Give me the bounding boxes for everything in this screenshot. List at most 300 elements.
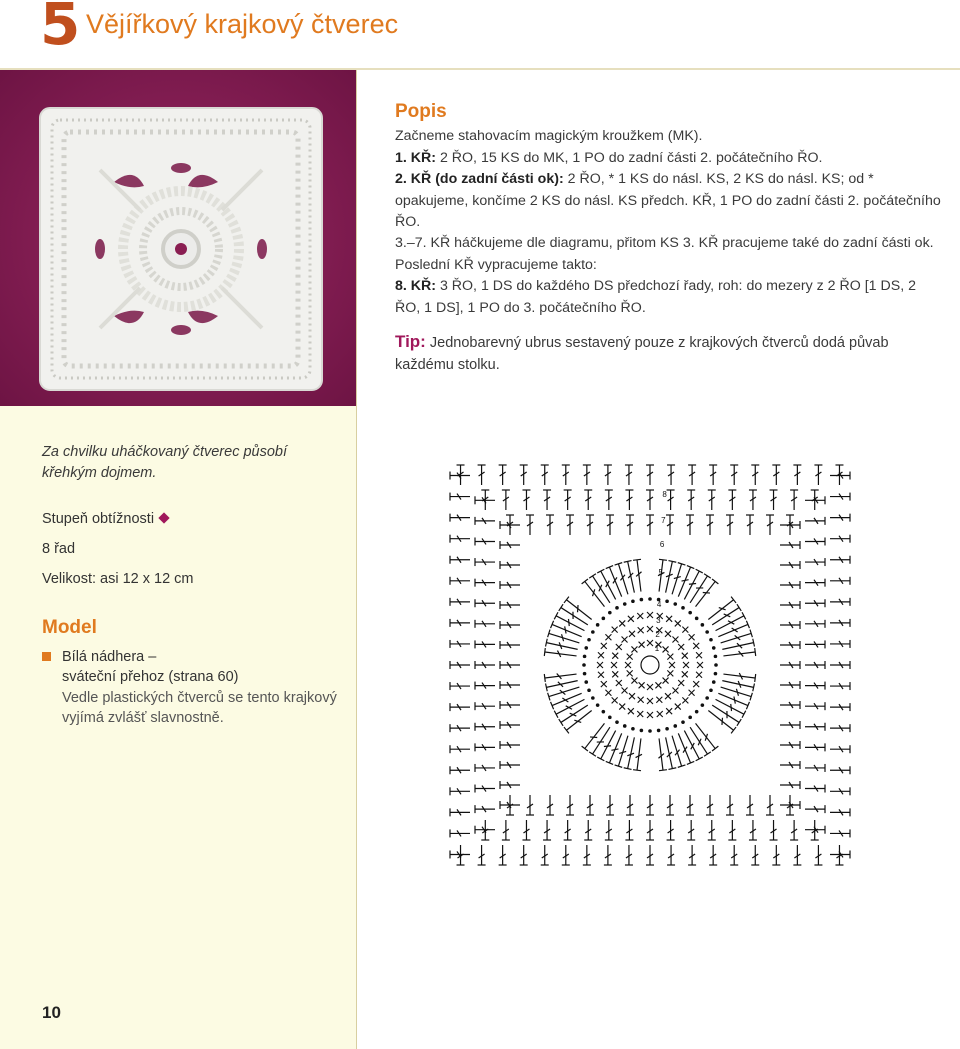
chapter-title: Vějířkový krajkový čtverec [86,9,399,39]
chain-dot [709,638,713,642]
edge-double-crochet-bottom [646,845,654,865]
project-info [42,509,342,599]
edge-double-crochet-bottom [706,795,714,815]
chain-dot [709,688,713,692]
edge-double-crochet-bottom [687,820,695,840]
edge-double-crochet-left [500,541,520,549]
chain-dot [665,599,669,603]
edge-double-crochet-right [805,579,825,587]
edge-double-crochet-top [686,515,694,535]
edge-double-crochet-bottom [708,820,716,840]
edge-double-crochet-left [500,661,520,669]
chain-dot [673,602,677,606]
edge-double-crochet-bottom [502,820,510,840]
fan-double-crochet [658,738,666,770]
fan-double-crochet [554,612,584,630]
edge-double-crochet-bottom [604,845,612,865]
edge-double-crochet-right [780,781,800,789]
edge-double-crochet-left [475,682,495,690]
chain-dot [705,630,709,634]
edge-double-crochet-bottom [625,845,633,865]
edge-double-crochet-right [805,785,825,793]
fan-double-crochet [678,733,694,764]
edge-double-crochet-right [780,681,800,689]
edge-double-crochet-bottom [709,845,717,865]
chain-dot [712,646,716,650]
chain-dot [608,611,612,615]
edge-double-crochet-left [500,561,520,569]
edge-double-crochet-left [475,723,495,731]
fan-double-crochet [597,731,615,761]
fan-double-crochet [606,733,622,764]
edge-double-crochet-top [562,465,570,485]
chain-dot [602,617,606,621]
edge-double-crochet-right [780,601,800,609]
photo-caption: Za chvilku uháčkovaný čtverec působí křehkým dojmem. [42,444,288,481]
edge-double-crochet-left [475,743,495,751]
round-8-label: 8. KŘ: [395,278,436,295]
rows-count: 8 řad [42,541,76,557]
edge-double-crochet-top [605,490,613,510]
edge-double-crochet-right [805,517,825,525]
fan-double-crochet [544,673,576,681]
edge-double-crochet-bottom [605,820,613,840]
edge-double-crochet-bottom [478,845,486,865]
chain-dot [623,602,627,606]
chain-dot [701,623,705,627]
edge-double-crochet-bottom [766,795,774,815]
chain-dot [657,729,661,733]
difficulty-diamond-icon [158,512,169,523]
edge-double-crochet-bottom [666,795,674,815]
edge-double-crochet-top [586,515,594,535]
edge-double-crochet-top [772,465,780,485]
rounds-3-7-instructions: 3.–7. KŘ háčkujeme dle diagramu, přitom KS 3. KŘ pracujeme také do zadní části ok. Poslední KŘ vypracujeme takto: [395,235,934,273]
fan-double-crochet [564,711,592,734]
edge-double-crochet-top [667,490,675,510]
chain-dot [631,599,635,603]
edge-double-crochet-top [646,515,654,535]
edge-double-crochet-right [830,808,850,816]
edge-double-crochet-left [500,761,520,769]
edge-double-crochet-top [520,465,528,485]
round-number-label: 7 [661,516,666,526]
fan-double-crochet [712,604,741,625]
fan-double-crochet [606,566,622,597]
edge-double-crochet-top [522,490,530,510]
edge-double-crochet-bottom [522,820,530,840]
edge-double-crochet-left [500,641,520,649]
model-title-line-1: Bílá nádhera – [62,648,157,665]
fan-double-crochet [696,579,719,607]
edge-double-crochet-right [805,764,825,772]
edge-double-crochet-right [830,703,850,711]
edge-double-crochet-bottom [583,845,591,865]
round-number-label: 1 [654,644,660,654]
edge-double-crochet-bottom [667,845,675,865]
edge-double-crochet-right [805,661,825,669]
fan-double-crochet [589,727,610,756]
round-number-label: 2 [655,630,660,640]
edge-double-crochet-bottom [790,820,798,840]
chain-dot [665,727,669,731]
tip-text: Jednobarevný ubrus sestavený pouze z krajkových čtverců dodá půvab každému stolku. [395,335,889,373]
chain-dot [695,710,699,714]
edge-double-crochet-bottom [686,795,694,815]
edge-double-crochet-top [478,465,486,485]
edge-double-crochet-top [726,515,734,535]
edge-double-crochet-top [626,515,634,535]
edge-double-crochet-right [830,598,850,606]
chain-dot [648,729,652,733]
edge-double-crochet-bottom [728,820,736,840]
fan-double-crochet [708,711,736,734]
round-8-text: 3 ŘO, 1 DS do každého DS předchozí řady, roh: do mezery z 2 ŘO [1 DS, 2 ŘO, 1 DS], 1 PO do 3. počátečního ŘO. [395,278,916,316]
round-2-instructions [395,169,945,233]
fan-double-crochet [597,569,615,599]
chain-dot [640,598,644,602]
fan-double-crochet [712,705,741,726]
page-header [0,0,960,70]
chain-dot [695,617,699,621]
edge-double-crochet-bottom [793,845,801,865]
round-number-label: 4 [656,600,662,610]
edge-double-crochet-left [450,682,470,690]
edge-double-crochet-left [500,701,520,709]
model-section [42,618,342,729]
edge-double-crochet-top [543,490,551,510]
chain-dot [714,663,718,667]
edge-double-crochet-right [805,682,825,690]
edge-double-crochet-right [830,577,850,585]
edge-double-crochet-left [475,558,495,566]
edge-double-crochet-left [450,724,470,732]
edge-double-crochet-left [500,741,520,749]
edge-double-crochet-right [780,641,800,649]
fan-double-crochet [633,559,641,591]
fan-double-crochet [684,731,702,761]
chain-dot [587,688,591,692]
edge-double-crochet-left [450,598,470,606]
edge-double-crochet-left [500,621,520,629]
edge-double-crochet-bottom [814,845,822,865]
edge-double-crochet-left [475,599,495,607]
edge-double-crochet-left [450,619,470,627]
edge-double-crochet-left [450,535,470,543]
model-note: Vedle plastických čtverců se tento krajkový vyjímá zvlášť slavnostně. [62,689,337,726]
edge-double-crochet-top [814,465,822,485]
round-1-label: 1. KŘ: [395,149,436,166]
edge-double-crochet-top [625,465,633,485]
chain-dot [688,611,692,615]
description-section [395,101,945,319]
fan-double-crochet [559,705,588,726]
edge-double-crochet-left [475,620,495,628]
edge-double-crochet-left [475,579,495,587]
edge-double-crochet-left [450,766,470,774]
edge-double-crochet-top [687,490,695,510]
column-divider [356,70,357,1049]
edge-double-crochet-left [450,577,470,585]
edge-double-crochet-left [500,781,520,789]
edge-double-crochet-left [475,805,495,813]
edge-double-crochet-left [500,601,520,609]
edge-double-crochet-top [728,490,736,510]
chain-dot [582,663,586,667]
fan-double-crochet [554,699,584,717]
edge-double-crochet-left [475,764,495,772]
edge-double-crochet-left [475,785,495,793]
edge-double-crochet-right [780,701,800,709]
fan-double-crochet [690,574,711,603]
edge-double-crochet-right [780,741,800,749]
difficulty-label: Stupeň obtížnosti [42,511,155,527]
model-title-line-2: sváteční přehoz (strana 60) [62,669,239,685]
fan-double-crochet [721,687,753,700]
edge-double-crochet-right [780,761,800,769]
chain-dot [602,710,606,714]
edge-double-crochet-bottom [646,795,654,815]
edge-double-crochet-right [780,721,800,729]
edge-double-crochet-bottom [749,820,757,840]
chain-dot [583,672,587,676]
difficulty-row [42,509,342,539]
chain-dot [681,720,685,724]
edge-double-crochet-right [805,702,825,710]
size-info: Velikost: asi 12 x 12 cm [42,571,194,587]
round-2-text: 2 ŘO, * 1 KS do násl. KS, 2 KS do násl. KS; od * opakujeme, končíme 2 KS do násl. KS předch. KŘ, 1 PO do zadní části 2. počátečního ŘO. [395,171,941,231]
edge-double-crochet-top [546,515,554,535]
edge-double-crochet-bottom [751,845,759,865]
chain-dot [587,638,591,642]
fan-double-crochet [582,579,605,607]
fan-double-crochet [716,612,746,630]
edge-double-crochet-top [564,490,572,510]
edge-double-crochet-right [805,743,825,751]
chain-dot [714,672,718,676]
edge-double-crochet-right [830,724,850,732]
edge-double-crochet-bottom [746,795,754,815]
edge-double-crochet-top [606,515,614,535]
edge-double-crochet-top [749,490,757,510]
edge-double-crochet-top [751,465,759,485]
edge-double-crochet-right [805,723,825,731]
chain-dot [688,716,692,720]
fan-double-crochet [723,673,755,682]
edge-double-crochet-right [780,541,800,549]
edge-double-crochet-bottom [564,820,572,840]
description-intro: Začneme stahovacím magickým kroužkem (MK). [395,128,703,145]
edge-double-crochet-bottom [584,820,592,840]
round-number-label: 8 [662,490,667,500]
fan-double-crochet [718,621,749,637]
edge-double-crochet-bottom [730,845,738,865]
edge-double-crochet-bottom [546,795,554,815]
edge-double-crochet-bottom [625,820,633,840]
edge-double-crochet-bottom [646,820,654,840]
edge-double-crochet-right [805,640,825,648]
edge-double-crochet-top [526,515,534,535]
edge-double-crochet-left [450,493,470,501]
edge-double-crochet-top [604,465,612,485]
edge-double-crochet-left [450,556,470,564]
round-number-label: 6 [659,540,665,550]
edge-double-crochet-top [646,490,654,510]
edge-double-crochet-left [475,640,495,648]
edge-double-crochet-bottom [526,795,534,815]
chain-dot [583,655,587,659]
fan-double-crochet [723,648,755,656]
edge-double-crochet-bottom [520,845,528,865]
edge-double-crochet-bottom [770,820,778,840]
edge-double-crochet-right [830,766,850,774]
edge-double-crochet-top [708,490,716,510]
edge-double-crochet-bottom [541,845,549,865]
edge-double-crochet-right [830,556,850,564]
edge-double-crochet-top [793,465,801,485]
round-1-instructions [395,148,945,169]
chain-dot [648,597,652,601]
fan-double-crochet [582,723,605,751]
edge-double-crochet-right [805,537,825,545]
fan-double-crochet [589,574,610,603]
fan-double-crochet [672,563,685,595]
crochet-diagram [405,450,960,1045]
chain-dot [712,680,716,684]
chain-dot [714,655,718,659]
edge-double-crochet-left [450,829,470,837]
edge-double-crochet-top [625,490,633,510]
edge-double-crochet-bottom [626,795,634,815]
chain-dot [596,703,600,707]
chain-dot [591,696,595,700]
model-heading: Model [42,617,97,638]
edge-double-crochet-top [541,465,549,485]
edge-double-crochet-right [805,558,825,566]
page-number: 10 [42,1003,61,1022]
description-heading: Popis [395,101,447,122]
fan-double-crochet [559,604,588,625]
edge-double-crochet-bottom [499,845,507,865]
edge-double-crochet-left [450,640,470,648]
fan-double-crochet [564,597,592,620]
edge-double-crochet-left [475,517,495,525]
edge-double-crochet-right [780,661,800,669]
edge-double-crochet-bottom [667,820,675,840]
edge-double-crochet-top [502,490,510,510]
edge-double-crochet-bottom [562,845,570,865]
edge-double-crochet-bottom [586,795,594,815]
round-8-instructions [395,276,945,319]
edge-double-crochet-right [830,493,850,501]
edge-double-crochet-right [830,787,850,795]
chain-dot [615,606,619,610]
chain-dot [701,703,705,707]
edge-double-crochet-right [805,620,825,628]
edge-double-crochet-top [584,490,592,510]
fan-double-crochet [548,630,580,643]
edge-double-crochet-left [450,703,470,711]
edge-double-crochet-top [583,465,591,485]
edge-double-crochet-top [667,465,675,485]
edge-double-crochet-top [770,490,778,510]
magic-ring [641,656,659,674]
fan-double-crochet [678,566,694,597]
edge-double-crochet-left [450,745,470,753]
fan-double-crochet [633,738,642,770]
edge-double-crochet-bottom [688,845,696,865]
crochet-square-photo [0,70,357,406]
edge-double-crochet-top [746,515,754,535]
edge-double-crochet-top [706,515,714,535]
chain-dot [681,606,685,610]
edge-double-crochet-right [830,640,850,648]
chain-dot [705,696,709,700]
round-1-text: 2 ŘO, 15 KS do MK, 1 PO do zadní části 2. počátečního ŘO. [436,149,823,166]
edge-double-crochet-bottom [606,795,614,815]
edge-double-crochet-right [830,661,850,669]
edge-double-crochet-right [805,805,825,813]
edge-double-crochet-bottom [543,820,551,840]
edge-double-crochet-right [830,514,850,522]
edge-double-crochet-right [780,561,800,569]
edge-double-crochet-right [830,619,850,627]
fan-double-crochet [708,597,736,620]
edge-double-crochet-right [830,535,850,543]
edge-double-crochet-right [780,621,800,629]
edge-double-crochet-right [780,581,800,589]
edge-double-crochet-top [566,515,574,535]
fan-double-crochet [696,723,719,751]
tip-label: Tip: [395,332,426,351]
fan-double-crochet [551,621,582,637]
fan-double-crochet [690,727,711,756]
edge-double-crochet-top [499,465,507,485]
edge-double-crochet-bottom [566,795,574,815]
edge-double-crochet-top [709,465,717,485]
chain-dot [631,727,635,731]
edge-double-crochet-left [450,514,470,522]
tip-box [395,331,940,376]
chain-dot [596,623,600,627]
edge-double-crochet-top [790,490,798,510]
chain-dot [640,729,644,733]
round-number-label: 5 [658,568,663,578]
edge-double-crochet-top [730,465,738,485]
chain-dot [584,646,588,650]
edge-double-crochet-left [475,702,495,710]
chapter-number: 5 [40,0,81,58]
edge-double-crochet-left [500,681,520,689]
edge-double-crochet-right [830,745,850,753]
edge-double-crochet-left [450,808,470,816]
edge-double-crochet-top [666,515,674,535]
chain-dot [623,724,627,728]
edge-double-crochet-left [500,581,520,589]
edge-double-crochet-right [830,829,850,837]
square-bullet-icon [42,652,51,661]
fan-double-crochet [684,569,702,599]
edge-double-crochet-top [646,465,654,485]
edge-double-crochet-right [830,682,850,690]
edge-double-crochet-left [450,787,470,795]
edge-double-crochet-bottom [726,795,734,815]
edge-double-crochet-left [500,721,520,729]
fan-double-crochet [551,693,582,709]
fan-double-crochet [544,648,576,657]
chain-dot [615,720,619,724]
round-2-label: 2. KŘ (do zadní části ok): [395,171,564,188]
